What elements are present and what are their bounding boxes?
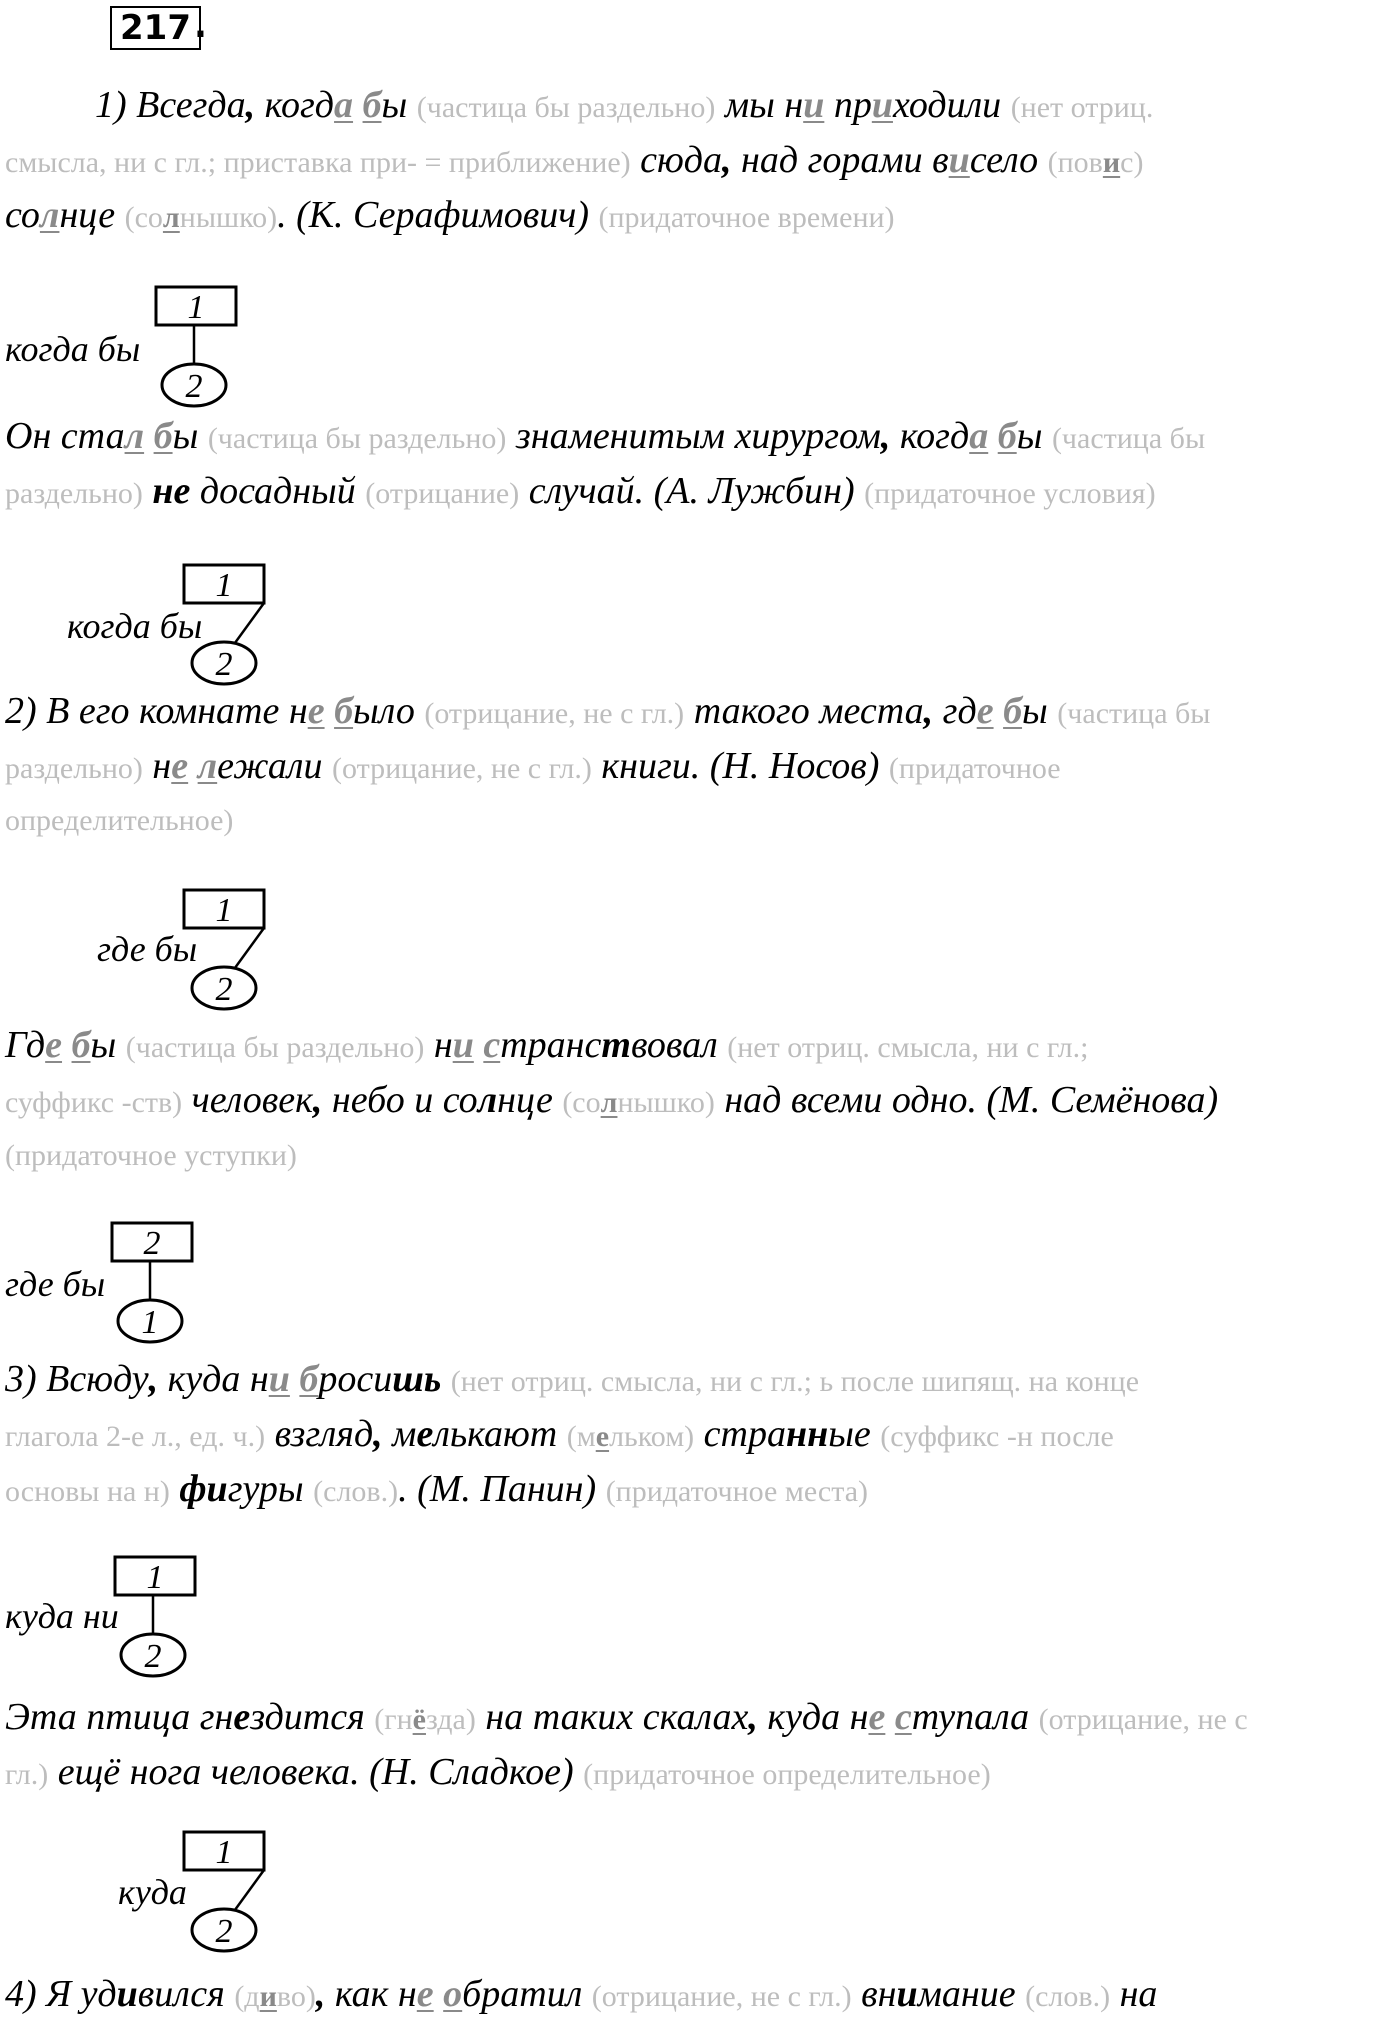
sentence-text: знаменитым хирургом — [506, 415, 881, 457]
scheme-conjunction-label: где бы — [5, 1264, 106, 1304]
sentence-text: ы — [1016, 415, 1052, 457]
main-clause-number: 1 — [146, 1559, 164, 1596]
grammar-note: (пов — [1047, 146, 1103, 179]
marked-letter: с — [483, 1024, 501, 1066]
sentence-text: вовал — [630, 1024, 728, 1066]
text-line — [5, 1078, 1218, 1125]
grammar-note: с) — [1120, 146, 1144, 179]
marked-letter: и — [803, 84, 825, 126]
marked-letter: е — [171, 745, 189, 787]
sentence-text: роси — [318, 1358, 393, 1400]
main-clause-number: 1 — [215, 567, 233, 604]
text-line — [5, 469, 1156, 516]
sentence-text: нце — [59, 194, 125, 236]
note-marked-letter: л — [162, 201, 180, 234]
sentence-text: пр — [824, 84, 872, 126]
sentence-text: нце — [497, 1079, 563, 1121]
grammar-note: (частица бы — [1051, 422, 1206, 455]
grammar-note: глагола 2-е л., ед. ч.) — [5, 1420, 266, 1453]
sentence-scheme — [182, 563, 272, 688]
sentence-text: тупала — [911, 1696, 1039, 1738]
main-clause-number: 1 — [187, 289, 205, 326]
grammar-note: определительное) — [5, 804, 234, 837]
grammar-note: (отрицание, не с гл.) — [591, 1980, 852, 2013]
main-clause-number: 2 — [143, 1225, 161, 1262]
sentence-text — [885, 1696, 895, 1738]
emphasis: нн — [785, 1413, 829, 1455]
marked-letter: л — [124, 415, 145, 457]
grammar-note: (отрицание, не с гл.) — [424, 697, 685, 730]
sentence-text — [62, 1024, 72, 1066]
sentence-text: досадный — [190, 470, 366, 512]
main-clause-number: 1 — [215, 1834, 233, 1871]
sentence-text: на таких скалах — [475, 1696, 749, 1738]
emphasis: , — [748, 1696, 758, 1738]
grammar-note: (частица бы раздельно) — [416, 91, 716, 124]
sentence-text — [441, 1358, 451, 1400]
subordinate-clause-number: 2 — [185, 368, 203, 405]
sentence-text: здится — [250, 1696, 375, 1738]
marked-letter: б — [299, 1358, 319, 1400]
sentence-text — [188, 745, 198, 787]
grammar-note: (придаточное условия) — [864, 477, 1156, 510]
grammar-note: (м — [566, 1420, 596, 1453]
marked-letter: е — [976, 690, 994, 732]
emphasis: , — [923, 690, 934, 732]
text-line — [5, 138, 1143, 185]
grammar-note: основы на н) — [5, 1475, 170, 1508]
text-line — [95, 83, 1153, 130]
sentence-text: взгляд — [265, 1413, 374, 1455]
sentence-text: куда н — [158, 1358, 269, 1400]
emphasis: т — [601, 1024, 631, 1066]
grammar-note: (слов.) — [313, 1475, 399, 1508]
text-line — [5, 1972, 1157, 2019]
emphasis: л — [477, 1079, 498, 1121]
sentence-scheme — [182, 1830, 272, 1955]
sentence-text — [143, 470, 153, 512]
sentence-text: гд — [933, 690, 977, 732]
sentence-text: стра — [694, 1413, 786, 1455]
grammar-note: суффикс -ств) — [5, 1086, 183, 1119]
emphasis: шь — [392, 1358, 442, 1400]
text-line — [5, 1357, 1139, 1404]
emphasis: , — [315, 1973, 326, 2015]
scheme-conjunction-label: когда бы — [67, 606, 203, 646]
sentence-text — [170, 1468, 180, 1510]
emphasis: , — [245, 84, 256, 126]
text-line — [5, 1023, 1088, 1070]
sentence-text: ые — [828, 1413, 881, 1455]
grammar-note: (придаточное — [888, 752, 1061, 785]
subordinate-clause-number: 2 — [215, 971, 233, 1008]
sentence-text: ыло — [353, 690, 425, 732]
sentence-text: село — [969, 139, 1048, 181]
scheme-conjunction-label: когда бы — [5, 329, 141, 369]
sentence-text: куда н — [757, 1696, 869, 1738]
sentence-text: небо и со — [322, 1079, 478, 1121]
grammar-note: (отрицание, не с — [1038, 1703, 1248, 1736]
emphasis: , — [880, 415, 891, 457]
text-line — [5, 414, 1205, 461]
scheme-conjunction-label: где бы — [97, 929, 198, 969]
grammar-note: (д — [234, 1980, 260, 2013]
sentence-text: лькают — [433, 1413, 567, 1455]
grammar-note: (нет отриц. — [1010, 91, 1154, 124]
grammar-note: (нет отриц. смысла, ни с гл.; ь после шипящ. на конце — [450, 1365, 1140, 1398]
sentence-text: 2) В его комнате н — [5, 690, 308, 732]
sentence-text: как н — [325, 1973, 417, 2015]
marked-letter: и — [452, 1024, 474, 1066]
marked-letter: а — [334, 84, 354, 126]
grammar-note: (гн — [374, 1703, 413, 1736]
text-line — [5, 796, 233, 843]
sentence-scheme — [154, 285, 244, 410]
sentence-text: над всеми одно. (М. Семёнова) — [714, 1079, 1219, 1121]
text-line — [5, 1750, 991, 1797]
text-line — [5, 1467, 868, 1514]
marked-letter: б — [71, 1024, 91, 1066]
sentence-text: мание — [917, 1973, 1026, 2015]
sentence-text: . (М. Панин) — [398, 1468, 606, 1510]
grammar-note: нышко) — [179, 201, 278, 234]
marked-letter: а — [969, 415, 989, 457]
sentence-text: когд — [255, 84, 335, 126]
grammar-note: (придаточное места) — [605, 1475, 868, 1508]
grammar-note: (отрицание, не с гл.) — [332, 752, 592, 785]
marked-letter: б — [362, 84, 382, 126]
sentence-text: 1) Всегда — [95, 84, 246, 126]
sentence-text: ы — [381, 84, 417, 126]
marked-letter: е — [307, 690, 325, 732]
marked-letter: е — [416, 1973, 434, 2015]
sentence-text: транс — [500, 1024, 602, 1066]
sentence-text: мы н — [715, 84, 804, 126]
sentence-text: над горами в — [731, 139, 949, 181]
note-marked-letter: и — [1102, 146, 1121, 179]
sentence-text: сюда — [630, 139, 723, 181]
grammar-note: (суффикс -н после — [880, 1420, 1114, 1453]
sentence-text: книги. (Н. Носов) — [591, 745, 889, 787]
sentence-text: м — [382, 1413, 417, 1455]
grammar-note: (придаточное времени) — [598, 201, 895, 234]
note-marked-letter: и — [259, 1980, 277, 2013]
grammar-note: (отрицание) — [365, 477, 520, 510]
scheme-conjunction-label: куда ни — [5, 1596, 119, 1636]
marked-letter: и — [871, 84, 893, 126]
note-marked-letter: ё — [412, 1703, 426, 1736]
marked-letter: б — [997, 415, 1017, 457]
grammar-note: (нет отриц. смысла, ни с гл.; — [727, 1031, 1089, 1064]
grammar-note: смысла, ни с гл.; приставка при- = приближение) — [5, 146, 631, 179]
marked-letter: б — [153, 415, 173, 457]
sentence-text: 4) Я уд — [5, 1973, 117, 2015]
sentence-scheme — [113, 1555, 203, 1680]
text-line — [5, 1131, 297, 1178]
marked-letter: е — [45, 1024, 63, 1066]
grammar-note: (частица бы — [1057, 697, 1211, 730]
text-line — [5, 1412, 1114, 1459]
sentence-text — [290, 1358, 300, 1400]
emphasis: и — [116, 1973, 138, 2015]
grammar-note: нышко) — [617, 1086, 715, 1119]
emphasis: фи — [179, 1468, 228, 1510]
sentence-text: гуры — [227, 1468, 314, 1510]
marked-letter: л — [39, 194, 60, 236]
sentence-text — [144, 415, 154, 457]
grammar-note: льком) — [609, 1420, 695, 1453]
subordinate-clause-number: 2 — [215, 1913, 233, 1950]
subordinate-clause-number: 2 — [215, 646, 233, 683]
emphasis: , — [373, 1413, 383, 1455]
sentence-scheme — [182, 888, 272, 1013]
grammar-note: раздельно) — [5, 477, 143, 510]
grammar-note: (придаточное определительное) — [583, 1758, 991, 1791]
sentence-text — [474, 1024, 484, 1066]
grammar-note: (частица бы раздельно) — [207, 422, 507, 455]
sentence-text: вн — [851, 1973, 897, 2015]
grammar-note: (придаточное уступки) — [5, 1139, 297, 1172]
sentence-text: человек — [182, 1079, 313, 1121]
sentence-text: ы — [172, 415, 208, 457]
sentence-text: ежали — [217, 745, 332, 787]
grammar-note: (со — [562, 1086, 601, 1119]
sentence-text: Гд — [5, 1024, 46, 1066]
note-marked-letter: л — [600, 1086, 618, 1119]
sentence-text — [325, 690, 335, 732]
grammar-note: во) — [276, 1980, 316, 2013]
sentence-text: такого места — [684, 690, 924, 732]
sentence-text: братил — [462, 1973, 592, 2015]
sentence-text — [994, 690, 1004, 732]
marked-letter: л — [197, 745, 218, 787]
subordinate-clause-number: 1 — [141, 1304, 159, 1341]
note-marked-letter: е — [595, 1420, 610, 1453]
main-clause-number: 1 — [215, 892, 233, 929]
text-line — [5, 1695, 1248, 1742]
exercise-number-dot: . — [194, 6, 207, 46]
emphasis: , — [148, 1358, 159, 1400]
sentence-text: случай. (А. Лужбин) — [519, 470, 865, 512]
grammar-note: зда) — [425, 1703, 476, 1736]
subordinate-clause-number: 2 — [144, 1638, 162, 1675]
sentence-text: ходили — [892, 84, 1011, 126]
sentence-scheme — [110, 1221, 200, 1346]
emphasis: не — [152, 470, 191, 512]
emphasis: е — [233, 1696, 251, 1738]
emphasis: е — [416, 1413, 434, 1455]
sentence-text: н — [142, 745, 172, 787]
grammar-note: (слов.) — [1025, 1980, 1111, 2013]
marked-letter: е — [868, 1696, 886, 1738]
sentence-text: когд — [890, 415, 970, 457]
sentence-text: вился — [137, 1973, 235, 2015]
marked-letter: и — [948, 139, 970, 181]
grammar-note: (частица бы раздельно) — [125, 1031, 425, 1064]
text-line — [5, 689, 1210, 736]
sentence-text: . (К. Серафимович) — [277, 194, 599, 236]
marked-letter: о — [443, 1973, 463, 2015]
grammar-note: гл.) — [5, 1758, 49, 1791]
emphasis: , — [312, 1079, 323, 1121]
text-line — [5, 744, 1061, 791]
marked-letter: и — [268, 1358, 290, 1400]
sentence-text: со — [5, 194, 40, 236]
emphasis: , — [722, 139, 732, 181]
scheme-conjunction-label: куда — [118, 1872, 187, 1912]
grammar-note: (со — [124, 201, 163, 234]
sentence-text: н — [424, 1024, 453, 1066]
sentence-text: 3) Всюду — [5, 1358, 149, 1400]
sentence-text — [434, 1973, 444, 2015]
text-line — [5, 193, 895, 240]
sentence-text: ещё нога человека. (Н. Сладкое) — [48, 1751, 584, 1793]
sentence-text — [988, 415, 998, 457]
grammar-note: раздельно) — [5, 752, 143, 785]
sentence-text: на — [1110, 1973, 1158, 2015]
sentence-text — [353, 84, 363, 126]
marked-letter: б — [334, 690, 354, 732]
sentence-text: ы — [1022, 690, 1058, 732]
sentence-text: ы — [90, 1024, 126, 1066]
sentence-text: Он ста — [5, 415, 125, 457]
sentence-text: Эта птица гн — [5, 1696, 234, 1738]
marked-letter: с — [894, 1696, 912, 1738]
emphasis: и — [896, 1973, 918, 2015]
exercise-number: 217 — [110, 6, 201, 50]
marked-letter: б — [1003, 690, 1023, 732]
